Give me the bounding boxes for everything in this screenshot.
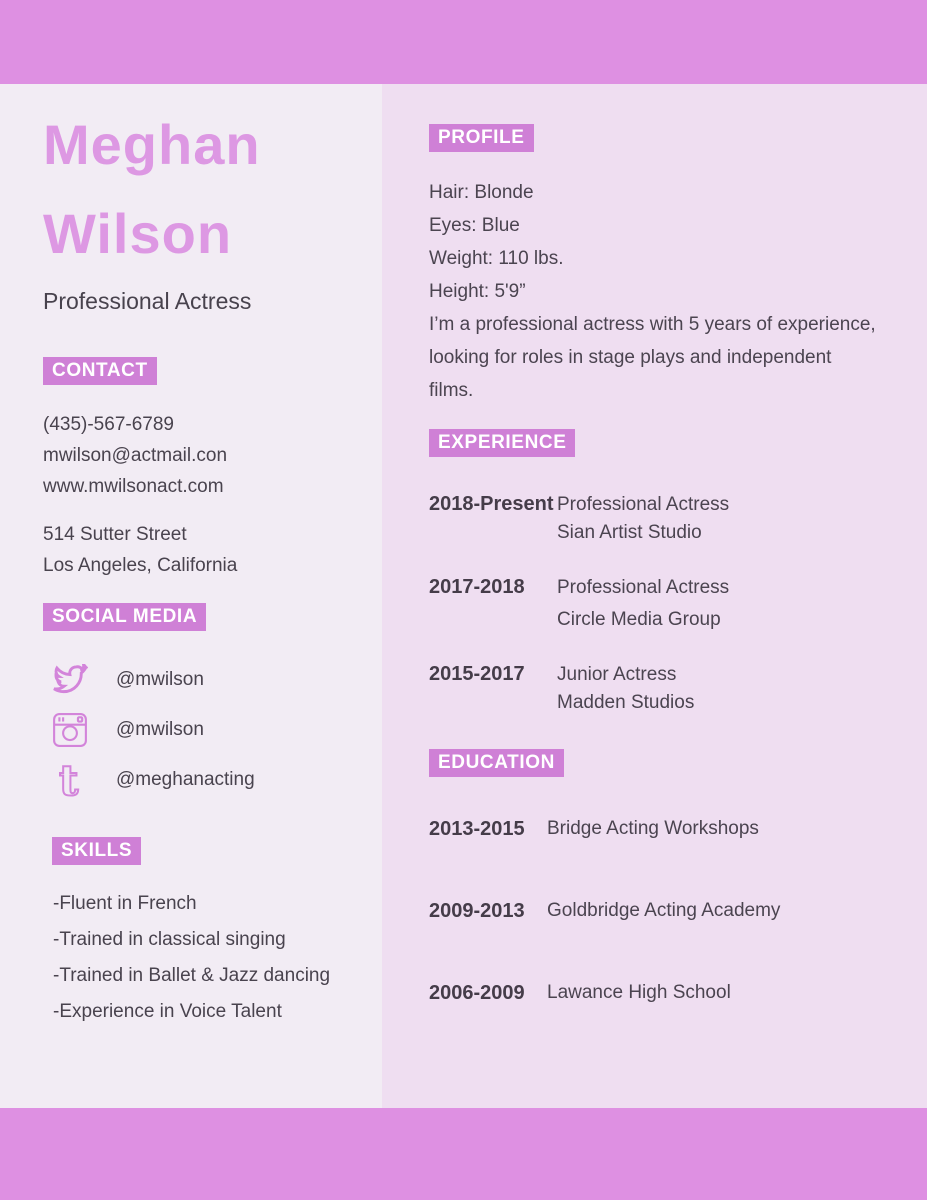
right-column <box>382 84 927 1108</box>
instagram-handle: @mwilson <box>116 719 204 740</box>
skill-item: -Trained in Ballet & Jazz dancing <box>53 965 331 986</box>
experience-company: Madden Studios <box>557 692 695 713</box>
skill-item: -Trained in classical singing <box>53 929 286 950</box>
education-school: Lawance High School <box>547 982 731 1003</box>
twitter-icon <box>50 664 90 696</box>
phone-number: (435)-567-6789 <box>43 414 174 435</box>
education-entry <box>429 899 889 923</box>
contact-section-label: CONTACT <box>43 357 157 385</box>
email-address: mwilson@actmail.con <box>43 445 228 466</box>
experience-company: Circle Media Group <box>557 609 721 630</box>
profile-attributes <box>429 176 889 308</box>
experience-title: Professional Actress <box>557 577 730 598</box>
eyes-attribute: Eyes: Blue <box>429 215 520 236</box>
experience-detail <box>557 661 694 717</box>
left-column <box>0 84 382 1108</box>
experience-company: Sian Artist Studio <box>557 522 702 543</box>
experience-entry <box>429 661 889 717</box>
person-name <box>43 100 382 278</box>
weight-attribute: Weight: 110 lbs. <box>429 248 564 269</box>
experience-period: 2018-Present <box>429 493 554 515</box>
experience-period: 2015-2017 <box>429 663 525 685</box>
education-entry <box>429 981 889 1005</box>
social-section-label: SOCIAL MEDIA <box>43 603 206 631</box>
city-state: Los Angeles, California <box>43 555 238 576</box>
education-school: Bridge Acting Workshops <box>547 818 759 839</box>
skill-item: -Experience in Voice Talent <box>53 1001 282 1022</box>
first-name: Meghan <box>43 113 261 176</box>
street-address: 514 Sutter Street <box>43 524 187 545</box>
height-attribute: Height: 5'9” <box>429 281 526 302</box>
skills-list <box>53 886 382 1030</box>
twitter-handle: @mwilson <box>116 669 204 690</box>
education-period: 2006-2009 <box>429 982 525 1004</box>
experience-entry <box>429 574 889 634</box>
experience-entry <box>429 491 889 547</box>
social-row-tumblr <box>50 758 382 802</box>
experience-section-label: EXPERIENCE <box>429 429 575 457</box>
education-list <box>429 817 889 1005</box>
website-url: www.mwilsonact.com <box>43 476 224 497</box>
top-accent-bar <box>0 0 927 84</box>
address-block <box>43 519 382 581</box>
education-period: 2013-2015 <box>429 818 525 840</box>
experience-detail <box>557 574 729 634</box>
education-entry <box>429 817 889 841</box>
experience-period: 2017-2018 <box>429 576 525 598</box>
experience-detail <box>557 491 729 547</box>
skills-section-label: SKILLS <box>52 837 141 865</box>
profile-section-label: PROFILE <box>429 124 534 152</box>
profile-summary: I’m a professional actress with 5 years of experience, looking for roles in stage plays and independent films. <box>429 314 876 401</box>
bottom-accent-bar <box>0 1108 927 1200</box>
experience-list <box>429 491 889 717</box>
tumblr-icon <box>50 757 90 803</box>
last-name: Wilson <box>43 202 233 265</box>
social-row-twitter <box>50 658 382 702</box>
education-school: Goldbridge Acting Academy <box>547 900 781 921</box>
experience-title: Professional Actress <box>557 494 730 515</box>
tumblr-handle: @meghanacting <box>116 769 255 790</box>
instagram-icon <box>50 712 90 748</box>
job-subtitle: Professional Actress <box>43 288 252 314</box>
education-period: 2009-2013 <box>429 900 525 922</box>
social-row-instagram <box>50 708 382 752</box>
social-list <box>50 658 382 802</box>
education-section-label: EDUCATION <box>429 749 564 777</box>
experience-title: Junior Actress <box>557 664 677 685</box>
hair-attribute: Hair: Blonde <box>429 182 534 203</box>
contact-list <box>43 409 382 502</box>
skill-item: -Fluent in French <box>53 893 197 914</box>
svg-text:t: t <box>59 757 79 803</box>
